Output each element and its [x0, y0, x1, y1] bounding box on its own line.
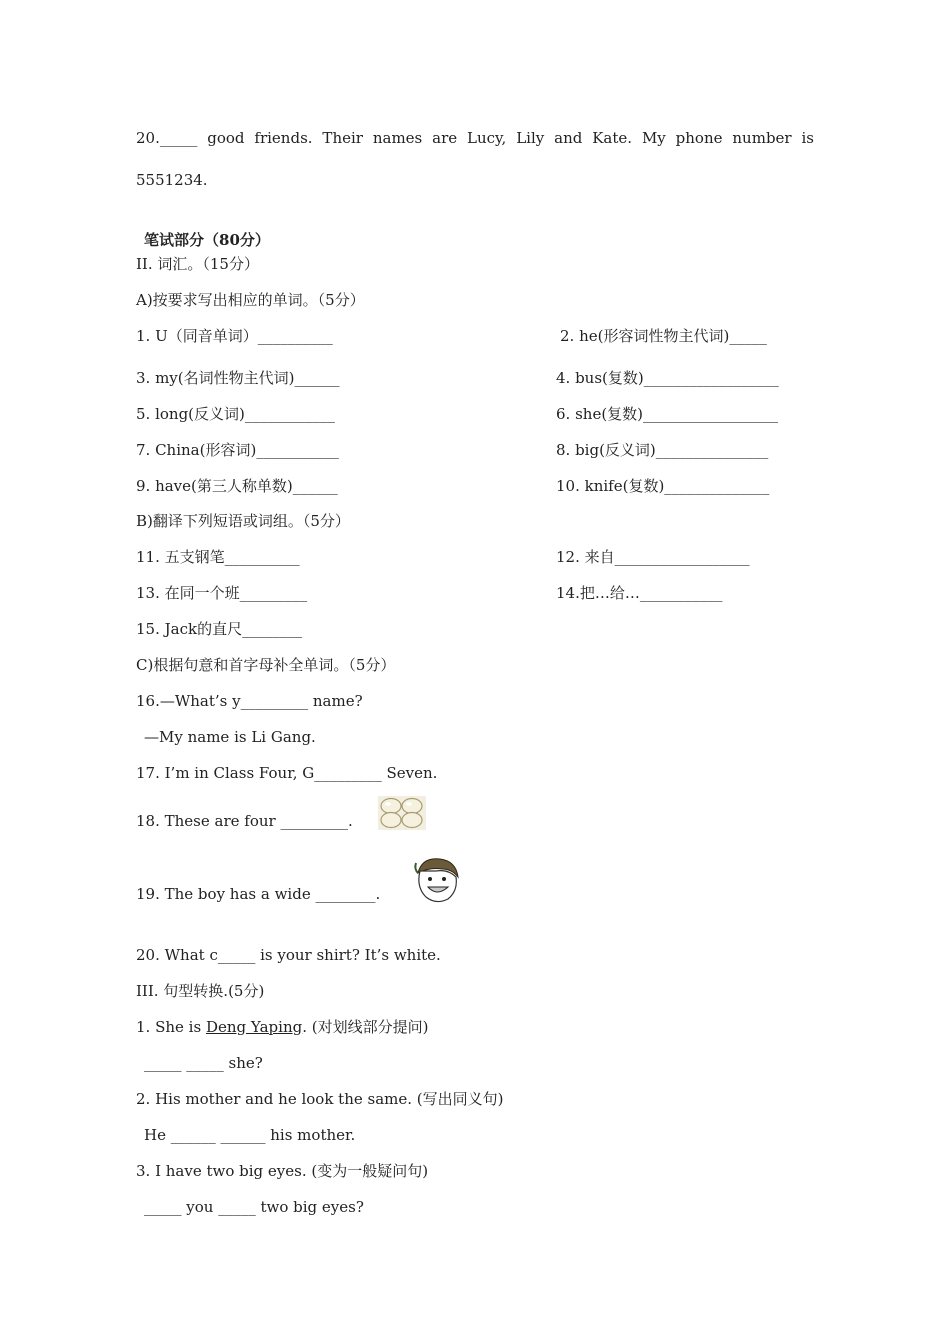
transform-q2: 2. His mother and he look the same. (写出同义句): [136, 1090, 504, 1108]
transform-q1: [136, 1017, 428, 1037]
vocab-item: 8. big(反义词)_______________: [556, 441, 769, 459]
transform-q3: 3. I have two big eyes. (变为一般疑问句): [136, 1162, 429, 1180]
vocab-item: 9. have(第三人称单数)______: [136, 477, 338, 495]
vocab-title: II. 词汇。（15分）: [136, 255, 259, 273]
section-a-title: A)按要求写出相应的单词。（5分）: [136, 291, 365, 309]
vocab-item: 4. bus(复数)__________________: [556, 369, 779, 387]
fill-item: —My name is Li Gang.: [144, 728, 316, 746]
vocab-item: 5. long(反义词)____________: [136, 405, 335, 423]
transform-q2-answer: He ______ ______ his mother.: [144, 1126, 356, 1144]
eggs-picture: [378, 796, 426, 830]
fill-item: 20. What c_____ is your shirt? It’s white.: [136, 946, 441, 964]
fill-item: 19. The boy has a wide ________.: [136, 885, 381, 903]
vocab-item: 7. China(形容词)___________: [136, 441, 339, 459]
translate-item: 12. 来自__________________: [556, 548, 750, 566]
section-c-title: C)根据句意和首字母补全单词。（5分）: [136, 656, 396, 674]
transform-q3-answer: _____ you _____ two big eyes?: [144, 1198, 364, 1216]
q1-suffix: . (对划线部分提问): [302, 1018, 429, 1036]
vocab-item: 3. my(名词性物主代词)______: [136, 369, 340, 387]
vocab-item: 6. she(复数)__________________: [556, 405, 779, 423]
vocab-item: 10. knife(复数)______________: [556, 477, 770, 495]
fill-item: 17. I’m in Class Four, G_________ Seven.: [136, 764, 438, 782]
vocab-item: 2. he(形容词性物主代词)_____: [560, 327, 767, 345]
transform-title: III. 句型转换.(5分): [136, 982, 265, 1000]
vocab-item: 1. U（同音单词）__________: [136, 327, 333, 345]
translate-item: 15. Jack的直尺________: [136, 620, 303, 638]
q20-line1: 20._____ good friends. Their names are Lucy, Lily and Kate. My phone number is: [136, 129, 814, 147]
q1-underlined: Deng Yaping: [205, 1018, 303, 1036]
transform-q1-answer: _____ _____ she?: [144, 1054, 263, 1072]
translate-item: 13. 在同一个班_________: [136, 584, 308, 602]
translate-item: 11. 五支钢笔__________: [136, 548, 300, 566]
q1-prefix: 1. She is: [136, 1018, 206, 1036]
fill-item: 18. These are four _________.: [136, 812, 353, 830]
boy-face-picture: [412, 855, 462, 907]
translate-item: 14.把…给…___________: [556, 584, 723, 602]
section-b-title: B)翻译下列短语或词组。（5分）: [136, 512, 350, 530]
written-heading: 笔试部分（80分）: [144, 231, 270, 249]
q20-line2: 5551234.: [136, 171, 208, 189]
fill-item: 16.—What’s y_________ name?: [136, 692, 363, 710]
